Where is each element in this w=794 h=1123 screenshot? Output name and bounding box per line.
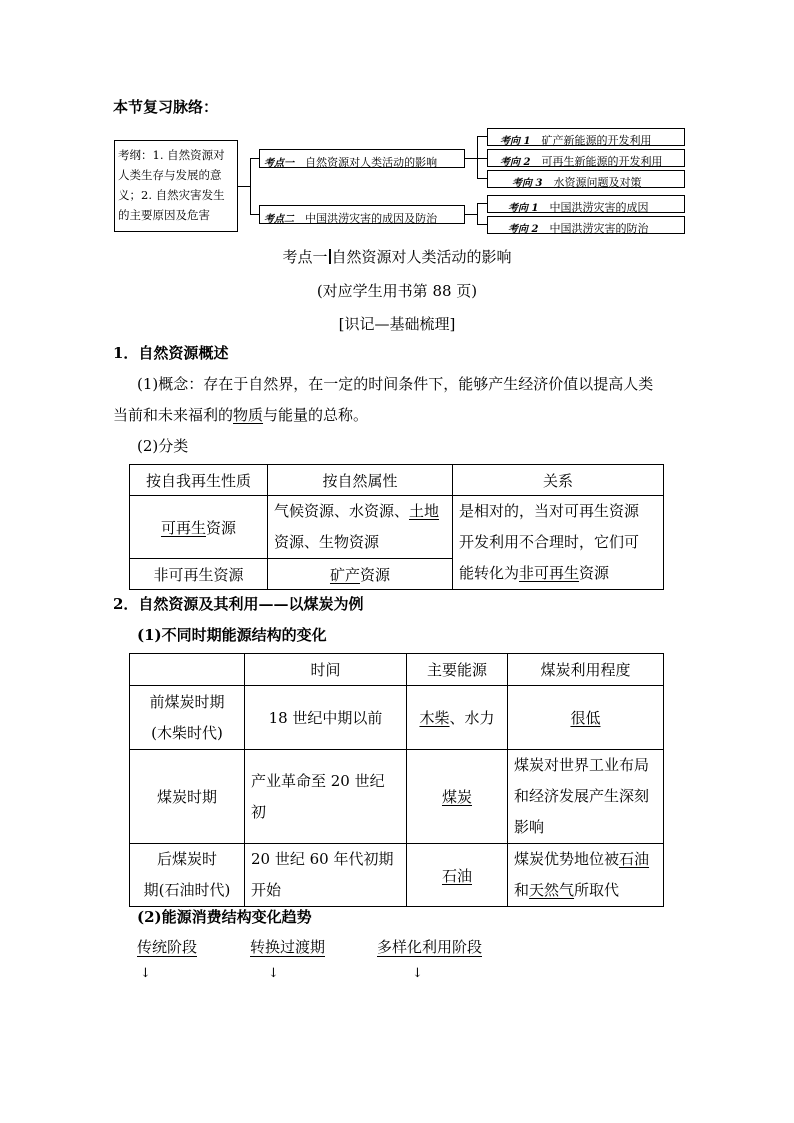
down-arrow-icon: ↓ (412, 966, 423, 981)
cell-text: 和经济发展产生深刻 (514, 787, 650, 805)
table-header: 主要能源 (407, 654, 508, 686)
table-cell (508, 686, 664, 750)
point-1-tag: 考点一 (264, 158, 294, 169)
table-cell (268, 559, 453, 590)
cell-text: 资源 (360, 565, 391, 584)
cell-text: 开始 (251, 881, 282, 899)
blank-answer: 可再生 (160, 518, 206, 537)
stage-traditional: 传统阶段 (137, 938, 198, 956)
table-cell (407, 686, 508, 750)
concept-label: (1)概念： (137, 375, 204, 393)
blank-answer: 土地 (409, 502, 440, 520)
blank-answer: 木柴 (419, 709, 450, 727)
cell-text: 初 (251, 802, 267, 821)
cell-text: 资源、生物资源 (274, 533, 380, 551)
stage-transition: 转换过渡期 (250, 938, 326, 956)
leaf-text: 中国洪涝灾害的成因 (549, 201, 649, 214)
cell-text: 所取代 (574, 881, 620, 899)
connector (250, 158, 251, 215)
table-cell: 煤炭时期 (130, 750, 245, 844)
concept-text: 当前和未来福利的 (113, 406, 234, 424)
leaf-tag: 考向 1 (508, 203, 539, 214)
heading-divider (329, 249, 331, 264)
connector (477, 203, 487, 204)
point-2-tag: 考点二 (264, 214, 294, 225)
blank-answer: 非可再生 (519, 564, 580, 582)
table-cell (130, 496, 268, 559)
down-arrow-icon: ↓ (140, 966, 151, 981)
blank-answer: 天然气 (529, 881, 575, 899)
connector (477, 203, 478, 225)
table-cell (508, 844, 664, 907)
table-cell (268, 496, 453, 559)
connector (477, 224, 487, 225)
blank-answer: 矿产 (329, 565, 360, 584)
table-cell (407, 750, 508, 844)
energy-table (129, 653, 664, 907)
table-cell (245, 844, 407, 907)
cell-text: 后煤炭时 (156, 850, 217, 868)
table-header: 关系 (453, 465, 664, 496)
concept-text: 存在于自然界，在一定的时间条件下，能够产生经济价值以提高人类 (203, 375, 654, 393)
connector (477, 136, 487, 137)
outline-title: 本节复习脉络： (113, 98, 219, 116)
heading-prefix: 考点一 (282, 248, 328, 266)
leaf-tag: 考向 2 (508, 224, 539, 235)
cell-text: 煤炭对世界工业布局 (514, 756, 650, 774)
cell-text: 和 (514, 881, 530, 899)
concept-line-2 (113, 400, 368, 431)
cell-text: (木柴时代) (151, 723, 223, 742)
point-1-text: 自然资源对人类活动的影响 (305, 156, 438, 169)
point-1-box (259, 149, 465, 168)
concept-text: 与能量的总称。 (263, 406, 369, 424)
table-cell (130, 686, 245, 750)
page-reference: (对应学生用书第 88 页) (316, 282, 478, 300)
connector (238, 186, 250, 187)
root-line-4: 的主要原因及危害 (118, 208, 210, 222)
classification-table (129, 464, 664, 590)
section-2-title: 2．自然资源及其利用——以煤炭为例 (113, 595, 364, 613)
leaf-1-2 (487, 149, 685, 167)
root-line-1: 考纲：1. 自然资源对 (118, 148, 225, 162)
cell-text: 是相对的，当对可再生资源 (459, 502, 640, 520)
table-cell: 非可再生资源 (130, 559, 268, 590)
section-1-title: 1．自然资源概述 (113, 344, 229, 362)
blank-answer: 石油 (619, 850, 650, 868)
cell-text: 气候资源、水资源、 (274, 502, 410, 520)
classification-label: (2)分类 (137, 437, 189, 455)
blank-answer: 很低 (570, 709, 601, 727)
connector (250, 214, 259, 215)
connector (250, 158, 259, 159)
leaf-2-2 (487, 216, 685, 234)
cell-text: 、水力 (449, 709, 495, 727)
table-cell (130, 844, 245, 907)
consumption-trend-label: (2)能源消费结构变化趋势 (137, 908, 312, 926)
point-2-box (259, 205, 465, 224)
stage-diversified: 多样化利用阶段 (377, 938, 483, 956)
table-header: 煤炭利用程度 (508, 654, 664, 686)
blank-answer: 石油 (441, 866, 472, 885)
table-cell (508, 750, 664, 844)
cell-text: 产业革命至 20 世纪 (251, 771, 385, 790)
section-heading (0, 246, 794, 267)
table-header: 按自我再生性质 (130, 465, 268, 496)
cell-text: 能转化为 (459, 564, 520, 582)
table-cell (407, 844, 508, 907)
connector (465, 158, 477, 159)
table-header (130, 654, 245, 686)
table-header: 时间 (245, 654, 407, 686)
leaf-1-1 (487, 128, 685, 146)
leaf-tag: 考向 3 (512, 178, 543, 189)
mindmap-root (114, 140, 238, 232)
cell-text: 开发利用不合理时，它们可 (459, 533, 640, 551)
relationship-cell (453, 496, 664, 590)
root-line-2: 人类生存与发展的意 (118, 168, 222, 182)
leaf-text: 矿产新能源的开发利用 (541, 134, 652, 147)
root-line-3: 义；2. 自然灾害发生 (118, 188, 225, 202)
concept-line-1 (137, 369, 653, 400)
leaf-1-3 (487, 170, 685, 188)
leaf-text: 可再生新能源的开发利用 (541, 155, 663, 168)
leaf-text: 水资源问题及对策 (553, 176, 642, 189)
point-2-text: 中国洪涝灾害的成因及防治 (305, 212, 438, 225)
heading-title: 自然资源对人类活动的影响 (331, 248, 512, 266)
energy-structure-label: (1)不同时期能源结构的变化 (137, 626, 327, 644)
leaf-tag: 考向 1 (500, 136, 531, 147)
down-arrow-icon: ↓ (268, 966, 279, 981)
blank-answer: 煤炭 (441, 788, 472, 806)
table-header: 按自然属性 (268, 465, 453, 496)
table-cell (245, 750, 407, 844)
connector (477, 178, 487, 179)
sub-heading: [识记—基础梳理] (338, 315, 456, 333)
cell-text: 资源 (579, 564, 610, 582)
cell-text: 煤炭优势地位被 (514, 850, 620, 868)
cell-text: 影响 (514, 818, 545, 836)
cell-text: 期(石油时代) (143, 881, 231, 899)
leaf-2-1 (487, 195, 685, 213)
cell-text: 前煤炭时期 (149, 692, 225, 711)
cell-text: 资源 (206, 518, 237, 537)
connector (465, 214, 477, 215)
cell-text: 20 世纪 60 年代初期 (251, 850, 394, 868)
leaf-text: 中国洪涝灾害的防治 (549, 222, 649, 235)
leaf-tag: 考向 2 (500, 157, 531, 168)
connector (477, 158, 487, 159)
blank-answer: 物质 (233, 406, 264, 424)
table-cell: 18 世纪中期以前 (245, 686, 407, 750)
